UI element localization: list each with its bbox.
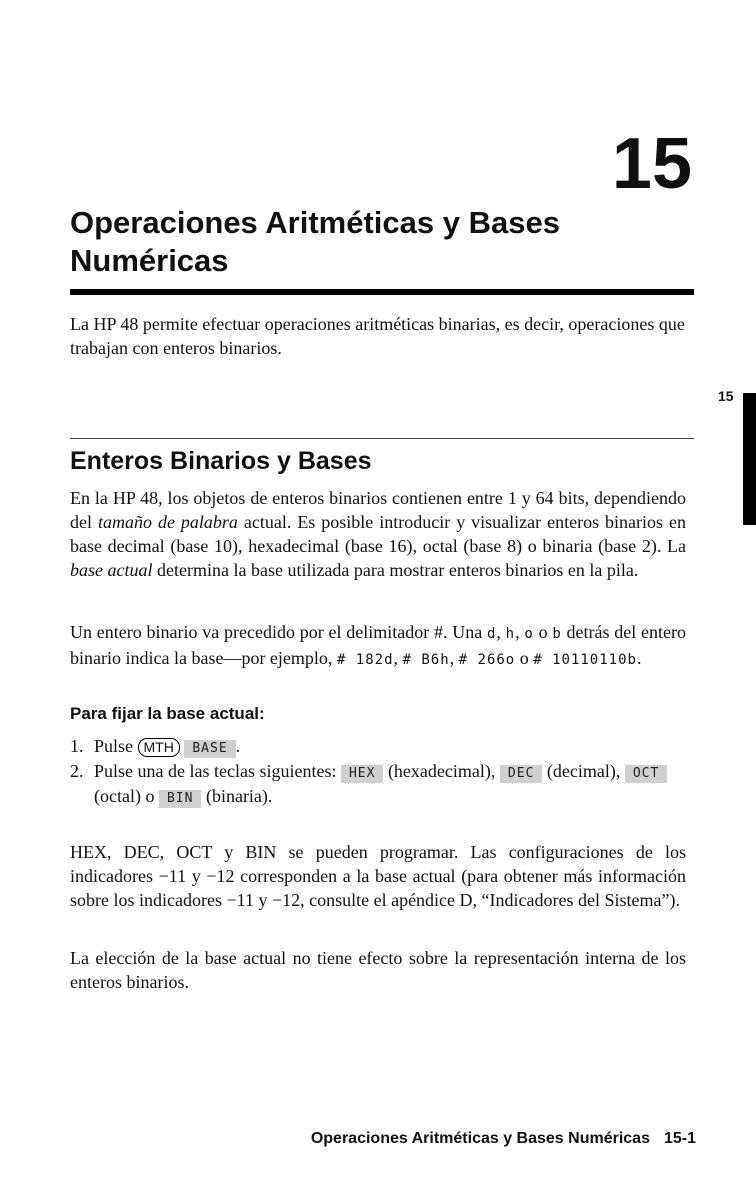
p2-text-mid: detrás del entero binario indica la base—por ejemplo, <box>70 622 687 668</box>
example-binary: # 10110110b <box>533 652 637 668</box>
p2-sep-2: , <box>515 622 525 642</box>
bin-menu-key: BIN <box>159 790 201 808</box>
suffix-o: o <box>524 626 534 642</box>
footer-title: Operaciones Aritméticas y Bases Numéricas <box>310 1130 650 1147</box>
side-tab-bar <box>743 393 756 525</box>
p2-or: o <box>515 648 534 668</box>
chapter-title: Operaciones Aritméticas y Bases Numéricas <box>70 205 560 278</box>
p1-emphasis-word-size: tamaño de palabra <box>97 512 238 532</box>
paragraph-programmable: HEX, DEC, OCT y BIN se pueden programar. Las configuraciones de los indicadores −11 y −12 corresponden a la base actual (para obtener más información sobre los indicadores −11 y −12, consulte el apéndice D, “Indicadores del Sistema”). <box>70 842 686 910</box>
p2-comma-1: , <box>393 648 403 668</box>
side-tab-number: 15 <box>718 388 734 404</box>
step-2-text: Pulse una de las teclas siguientes: <box>94 761 341 781</box>
step-1-text: Pulse <box>94 736 138 756</box>
hex-menu-key: HEX <box>341 765 383 783</box>
paragraph-internal-representation: La elección de la base actual no tiene efecto sobre la representación interna de los enteros binarios. <box>70 948 686 992</box>
section-heading: Enteros Binarios y Bases <box>70 447 372 475</box>
p1-emphasis-current-base: base actual <box>70 560 153 580</box>
procedure-steps <box>70 734 686 809</box>
p2-or-word: o <box>533 622 553 642</box>
example-octal: # 266o <box>458 652 516 668</box>
paragraph-binary-integers <box>70 486 686 582</box>
paragraph-delimiters <box>70 620 686 672</box>
hex-label: (hexadecimal), <box>383 761 500 781</box>
dec-label: (decimal), <box>542 761 625 781</box>
dec-menu-key: DEC <box>500 765 542 783</box>
chapter-number: 15 <box>611 124 692 204</box>
p2-end: . <box>636 648 642 668</box>
bin-label: (binaria). <box>201 786 273 806</box>
example-hex: # B6h <box>402 652 450 668</box>
suffix-d: d <box>486 626 497 642</box>
p2-text-a: Un entero binario va precedido por el delimitador #. Una <box>70 622 487 642</box>
suffix-b: b <box>552 626 562 642</box>
section-rule <box>70 438 694 439</box>
title-rule <box>70 289 694 295</box>
step-1 <box>70 734 686 759</box>
p1-text-c: determina la base utilizada para mostrar enteros binarios en la pila. <box>152 560 639 580</box>
oct-menu-key: OCT <box>625 765 667 783</box>
procedure-heading: Para fijar la base actual: <box>70 704 265 723</box>
page-footer <box>311 1130 696 1148</box>
p2-comma-2: , <box>449 648 459 668</box>
intro-paragraph: La HP 48 permite efectuar operaciones aritméticas binarias, es decir, operaciones que trabajan con enteros binarios. <box>70 314 685 358</box>
example-decimal: # 182d <box>336 652 394 668</box>
mth-key: MTH <box>138 738 180 757</box>
p2-sep-1: , <box>496 622 506 642</box>
page-number: 15-1 <box>663 1130 696 1147</box>
base-menu-key: BASE <box>184 740 235 758</box>
step-2-number: 2. <box>70 761 84 781</box>
p1-text-a: En la HP 48, los objetos de enteros binarios contienen entre 1 y 64 bits, dependiendo del <box>70 488 686 532</box>
oct-label: (octal) o <box>94 786 159 806</box>
suffix-h: h <box>505 626 516 642</box>
step-1-end: . <box>235 736 241 756</box>
step-1-number: 1. <box>70 736 84 756</box>
step-2 <box>70 759 686 809</box>
p1-text-b: actual. Es posible introducir y visualizar enteros binarios en base decimal (base 10), hexadecimal (base 16), octal (base 8) o binaria (base 2). La <box>70 512 686 556</box>
